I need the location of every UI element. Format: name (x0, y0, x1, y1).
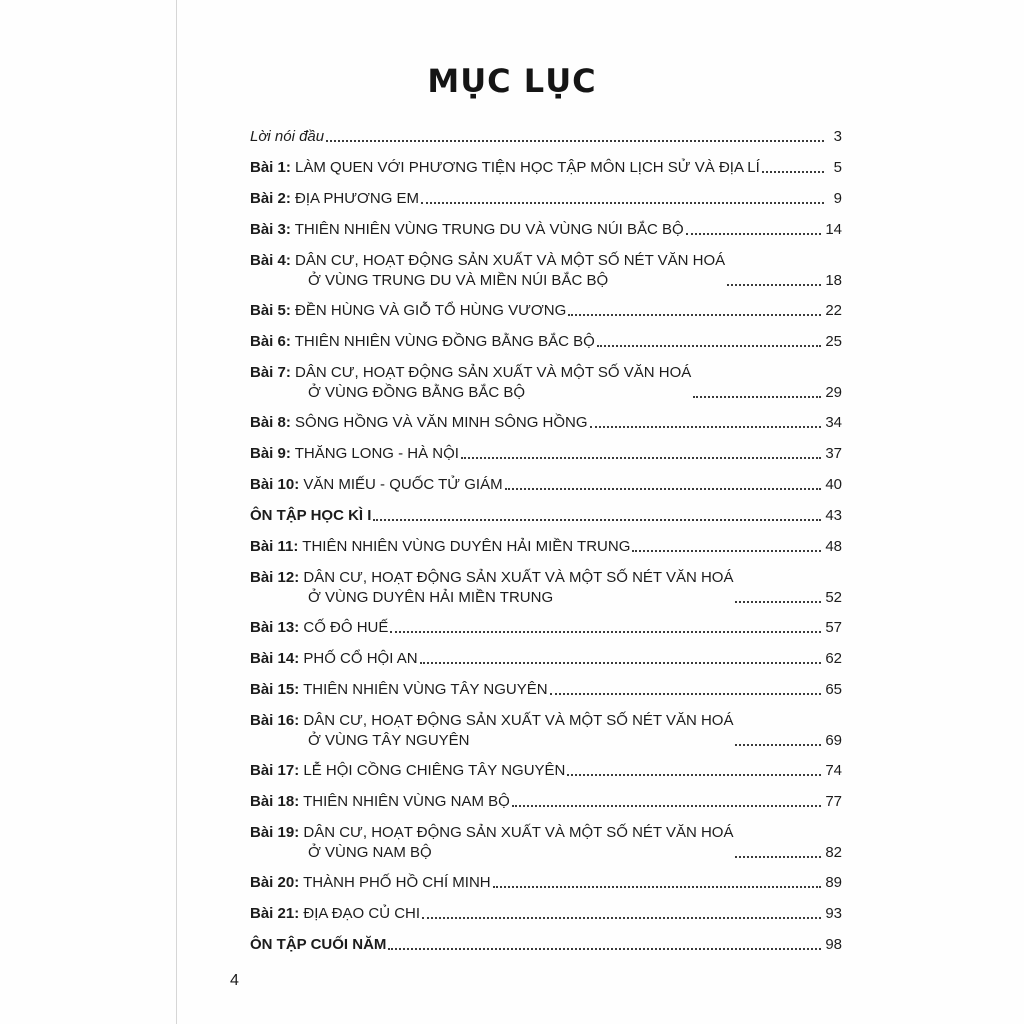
toc-entry (250, 475, 842, 506)
lesson-number: Bài 15: (250, 681, 300, 698)
lesson-number: Bài 20: (250, 874, 300, 891)
toc-entry-title (250, 823, 733, 843)
page-number: 4 (230, 972, 239, 989)
dot-leader (735, 855, 821, 858)
page-title: MỤC LỤC (427, 62, 597, 100)
page-reference: 34 (825, 414, 842, 431)
toc-entry-title (250, 537, 630, 557)
lesson-title-line: DÂN CƯ, HOẠT ĐỘNG SẢN XUẤT VÀ MỘT SỐ NÉT VĂN HOÁ (303, 569, 734, 586)
lesson-number: Bài 16: (250, 712, 300, 729)
lesson-title-line: ĐỀN HÙNG VÀ GIỖ TỔ HÙNG VƯƠNG (295, 302, 567, 319)
toc-entry-text (250, 904, 420, 924)
lesson-number: Bài 14: (250, 650, 300, 667)
toc-entry-text (250, 711, 733, 751)
lesson-number: Bài 5: (250, 302, 291, 319)
page-reference: 82 (825, 844, 842, 861)
lesson-title-line: PHỐ CỔ HỘI AN (303, 650, 418, 667)
toc-entry-title (250, 127, 324, 147)
dot-leader (493, 885, 822, 888)
toc-entry-title (250, 363, 691, 383)
lesson-number: Bài 21: (250, 905, 300, 922)
page-reference: 57 (825, 619, 842, 636)
lesson-number: Bài 10: (250, 476, 300, 493)
toc-entry (250, 618, 842, 649)
page-reference: 74 (825, 762, 842, 779)
dot-leader (590, 425, 822, 428)
page-reference: 52 (825, 589, 842, 606)
dot-leader (735, 743, 821, 746)
toc-entry-text (250, 444, 459, 464)
lesson-title-line: THIÊN NHIÊN VÙNG TRUNG DU VÀ VÙNG NÚI BẮC BỘ (294, 221, 684, 238)
dot-leader (693, 395, 821, 398)
toc-entry-text (250, 823, 733, 863)
toc-entry-title (250, 935, 386, 955)
lesson-title-line: DÂN CƯ, HOẠT ĐỘNG SẢN XUẤT VÀ MỘT SỐ NÉT VĂN HOÁ (303, 712, 734, 729)
page-reference: 40 (825, 476, 842, 493)
toc-entry-text (250, 158, 760, 178)
toc-entry-title (250, 649, 418, 669)
toc-entry (250, 413, 842, 444)
toc-entry (250, 127, 842, 158)
lesson-number: Bài 1: (250, 159, 291, 176)
toc-entry (250, 189, 842, 220)
page-binding-edge (176, 0, 177, 1024)
toc-entry-text (250, 649, 418, 669)
lesson-number: Bài 19: (250, 824, 300, 841)
page-reference: 9 (833, 190, 842, 207)
dot-leader (388, 947, 821, 950)
toc-entry-title (250, 475, 503, 495)
toc-entry (250, 904, 842, 935)
toc-entry (250, 506, 842, 537)
page-reference: 22 (825, 302, 842, 319)
page-reference: 37 (825, 445, 842, 462)
lesson-title-line: THIÊN NHIÊN VÙNG DUYÊN HẢI MIỀN TRUNG (302, 538, 631, 555)
lesson-title-line: DÂN CƯ, HOẠT ĐỘNG SẢN XUẤT VÀ MỘT SỐ NÉT VĂN HOÁ (295, 252, 726, 269)
toc-entry-text (250, 761, 565, 781)
toc-entry (250, 158, 842, 189)
page-reference: 89 (825, 874, 842, 891)
lesson-title-line: ÔN TẬP HỌC KÌ I (250, 507, 372, 524)
lesson-title-line: THIÊN NHIÊN VÙNG TÂY NGUYÊN (303, 681, 548, 698)
toc-entry (250, 823, 842, 873)
lesson-number: Bài 7: (250, 364, 291, 381)
toc-entry-title (250, 568, 733, 588)
toc-entry (250, 680, 842, 711)
toc-entry-title (250, 251, 725, 271)
toc-entry (250, 332, 842, 363)
toc-entry (250, 711, 842, 761)
toc-entry (250, 444, 842, 475)
page-reference: 62 (825, 650, 842, 667)
lesson-number: Bài 18: (250, 793, 300, 810)
toc-entry-title (250, 792, 510, 812)
toc-entry (250, 935, 842, 966)
dot-leader (512, 804, 822, 807)
page-reference: 5 (833, 159, 842, 176)
toc-entry (250, 649, 842, 680)
toc-entry-text (250, 935, 386, 955)
page-reference: 43 (825, 507, 842, 524)
lesson-title-continuation: Ở VÙNG TÂY NGUYÊN (308, 732, 470, 749)
toc-entry-title (250, 506, 371, 526)
toc-entry-text (250, 680, 548, 700)
lesson-number: Bài 12: (250, 569, 300, 586)
toc-entry-title (250, 444, 459, 464)
toc-entry-text (250, 618, 388, 638)
dot-leader (567, 773, 821, 776)
lesson-number: Bài 13: (250, 619, 300, 636)
toc-entry-text (250, 251, 725, 291)
toc-entry (250, 873, 842, 904)
dot-leader (686, 232, 822, 235)
lesson-title-line: Lời nói đầu (250, 128, 325, 145)
toc-entry-text (250, 363, 691, 403)
lesson-title-line: DÂN CƯ, HOẠT ĐỘNG SẢN XUẤT VÀ MỘT SỐ VĂN HOÁ (295, 364, 692, 381)
lesson-number: Bài 9: (250, 445, 291, 462)
toc-entry (250, 761, 842, 792)
lesson-number: Bài 8: (250, 414, 291, 431)
toc-entry (250, 251, 842, 301)
page-reference: 98 (825, 936, 842, 953)
page-reference: 48 (825, 538, 842, 555)
toc-entry-text (250, 506, 371, 526)
lesson-title-line: THĂNG LONG - HÀ NỘI (294, 445, 459, 462)
lesson-title-line: DÂN CƯ, HOẠT ĐỘNG SẢN XUẤT VÀ MỘT SỐ NÉT VĂN HOÁ (303, 824, 734, 841)
lesson-title-line: SÔNG HỒNG VÀ VĂN MINH SÔNG HỒNG (295, 414, 588, 431)
toc-entry (250, 537, 842, 568)
page-reference: 25 (825, 333, 842, 350)
page-reference: 69 (825, 732, 842, 749)
lesson-title-line: ÔN TẬP CUỐI NĂM (250, 936, 387, 953)
toc-entry-title (250, 761, 565, 781)
toc-entry-title (250, 904, 420, 924)
lesson-number: Bài 17: (250, 762, 300, 779)
toc-entry-text (250, 873, 491, 893)
toc-entry-title (250, 301, 566, 321)
lesson-number: Bài 2: (250, 190, 291, 207)
lesson-title-line: CỐ ĐÔ HUẾ (303, 619, 389, 636)
dot-leader (597, 344, 822, 347)
dot-leader (461, 456, 821, 459)
page-reference: 18 (825, 272, 842, 289)
dot-leader (568, 313, 821, 316)
toc-entry (250, 301, 842, 332)
lesson-title-line: LỄ HỘI CỒNG CHIÊNG TÂY NGUYÊN (303, 762, 566, 779)
lesson-title-line: THÀNH PHỐ HỒ CHÍ MINH (303, 874, 491, 891)
toc-entry-text (250, 189, 419, 209)
lesson-title-line: THIÊN NHIÊN VÙNG ĐỒNG BẰNG BẮC BỘ (294, 333, 595, 350)
dot-leader (421, 201, 824, 204)
dot-leader (326, 139, 824, 142)
toc-entry-title (250, 332, 595, 352)
toc-entry-title (250, 158, 760, 178)
toc-entry-text (250, 220, 684, 240)
toc-entry (250, 363, 842, 413)
lesson-title-line: ĐỊA PHƯƠNG EM (295, 190, 420, 207)
toc-entry-text (250, 568, 733, 608)
toc-entry-text (250, 301, 566, 321)
page-reference: 65 (825, 681, 842, 698)
page-reference: 93 (825, 905, 842, 922)
page-reference: 3 (833, 128, 842, 145)
dot-leader (420, 661, 822, 664)
page-reference: 29 (825, 384, 842, 401)
toc-entry-text (250, 413, 588, 433)
dot-leader (727, 283, 821, 286)
toc-entry-text (250, 792, 510, 812)
toc-entry-text (250, 332, 595, 352)
toc-entry-text (250, 475, 503, 495)
lesson-title-continuation: Ở VÙNG ĐỒNG BẰNG BẮC BỘ (308, 384, 526, 401)
toc-entry (250, 220, 842, 251)
lesson-number: Bài 6: (250, 333, 291, 350)
lesson-title-line: VĂN MIẾU - QUỐC TỬ GIÁM (303, 476, 503, 493)
toc-entry-title (250, 711, 733, 731)
dot-leader (762, 170, 824, 173)
toc-entry-text (250, 537, 630, 557)
lesson-title-line: ĐỊA ĐẠO CỦ CHI (303, 905, 421, 922)
lesson-number: Bài 3: (250, 221, 291, 238)
toc-entry (250, 568, 842, 618)
dot-leader (505, 487, 822, 490)
toc-entry-text (250, 127, 324, 147)
toc-entry-title (250, 189, 419, 209)
dot-leader (422, 916, 821, 919)
page-reference: 14 (825, 221, 842, 238)
page-reference: 77 (825, 793, 842, 810)
lesson-number: Bài 4: (250, 252, 291, 269)
dot-leader (735, 600, 821, 603)
lesson-title-continuation: Ở VÙNG NAM BỘ (308, 844, 432, 861)
lesson-title-line: LÀM QUEN VỚI PHƯƠNG TIỆN HỌC TẬP MÔN LỊCH SỬ VÀ ĐỊA LÍ (295, 159, 760, 176)
toc-entry-title (250, 220, 684, 240)
lesson-title-line: THIÊN NHIÊN VÙNG NAM BỘ (303, 793, 510, 810)
dot-leader (373, 518, 821, 521)
lesson-number: Bài 11: (250, 538, 299, 555)
lesson-title-continuation: Ở VÙNG TRUNG DU VÀ MIỀN NÚI BẮC BỘ (308, 272, 609, 289)
toc-entry-title (250, 873, 491, 893)
dot-leader (632, 549, 821, 552)
lesson-title-continuation: Ở VÙNG DUYÊN HẢI MIỀN TRUNG (308, 589, 554, 606)
toc-entry-title (250, 618, 388, 638)
table-of-contents (250, 127, 842, 966)
dot-leader (390, 630, 821, 633)
toc-entry-title (250, 413, 588, 433)
dot-leader (550, 692, 822, 695)
toc-entry-title (250, 680, 548, 700)
toc-entry (250, 792, 842, 823)
